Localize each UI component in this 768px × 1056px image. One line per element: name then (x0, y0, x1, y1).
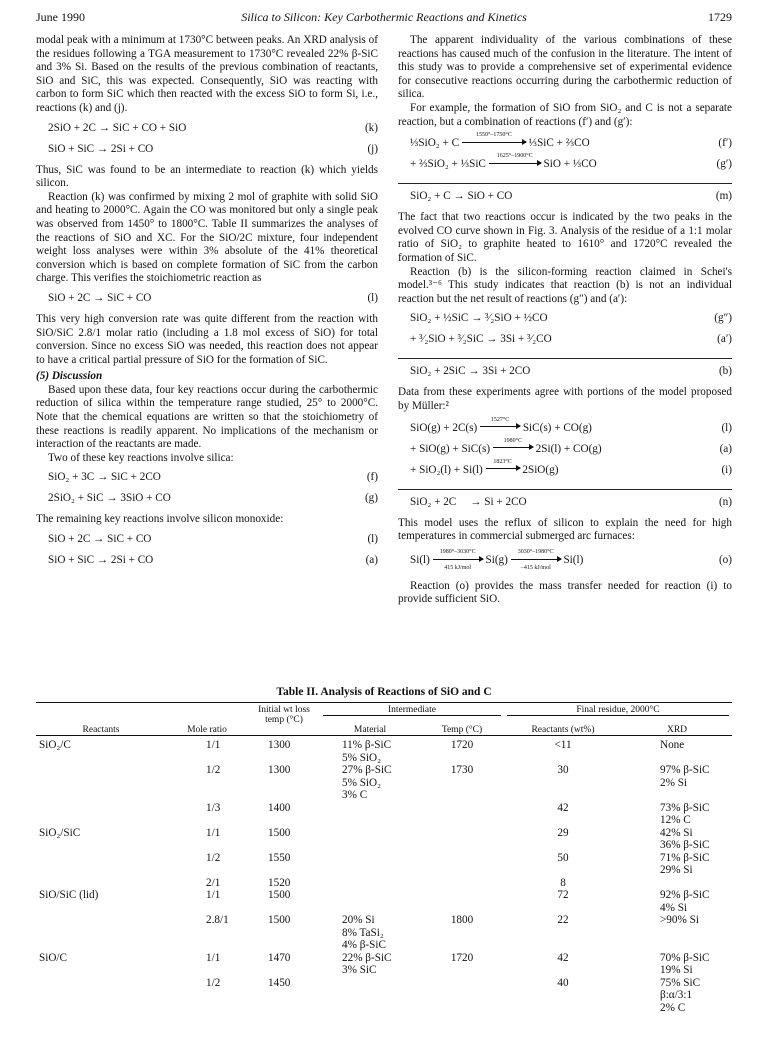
table-header-row (36, 703, 732, 726)
initial-temp-cell: 1450 (268, 976, 291, 989)
header-final (504, 703, 732, 726)
xrd-cell: 75% SiC β:α/3:1 2% C (660, 976, 701, 1014)
sum-divider (398, 358, 732, 359)
arrow-sublabel: −415 kJ/mol (520, 564, 551, 571)
equation-tag: (a′) (717, 333, 732, 346)
section-heading: (5) Discussion (36, 370, 103, 383)
mole-ratio-cell: 1/2 (206, 851, 221, 864)
equation-lhs: SiO(g) + 2C(s) (410, 421, 478, 434)
equation-tag: (j) (367, 142, 378, 155)
equation-term: Si(g) (485, 553, 508, 566)
equation-tag: (g) (364, 492, 378, 505)
header-temp: Temp (°C) (420, 725, 504, 736)
equation-tag: (l) (367, 291, 378, 304)
equation-term: Si(l) (563, 553, 584, 566)
xrd-cell: 97% β-SiC 2% Si (660, 764, 710, 789)
table-row (36, 952, 732, 977)
table-row (36, 914, 732, 952)
equation-a-prime (398, 333, 732, 348)
equation-rhs: SiO + ⅓CO (543, 158, 597, 171)
equation-f-prime (398, 132, 732, 152)
material-cell: 27% β-SiC 5% SiO₂ 3% C (342, 764, 392, 801)
table-row (36, 827, 732, 852)
equation-a-muller (398, 437, 732, 458)
reaction-arrow (511, 548, 561, 571)
xrd-cell: >90% Si (660, 914, 699, 926)
equation-term: Si(l) (410, 553, 430, 566)
material-cell (320, 852, 420, 877)
paragraph: Data from these experiments agree with portions of the model proposed by Müller:² (398, 386, 732, 412)
equation-text (410, 548, 584, 571)
arrow-sublabel: 415 kJ/mol (444, 564, 472, 571)
reactants-cell (36, 914, 166, 952)
paragraph: Two of these key reactions involve silica: (48, 451, 234, 464)
material-cell (320, 802, 420, 827)
header-intermediate (320, 703, 504, 726)
xrd-cell: None (660, 739, 685, 751)
table-row (36, 877, 732, 890)
paragraph: Reaction (k) was confirmed by mixing 2 mol of graphite with solid SiO and heating to 2000°C. Again the CO was monitored but only a single peak was observed from 1450° to 1800°C. Table II summarizes the analyses of the reactions of SiO and XC. For the SiO/2C mixture, four independent weight loss analyses were within 3% absolute of the 41% theoretical conversion which is based on complete formation of SiC from the carbon charge. This verifies the stoichiometric reaction as (36, 190, 378, 285)
header-title: Silica to Silicon: Key Carbothermic Reactions and Kinetics (241, 10, 527, 24)
equation-text: SiO₂ + 2SiC → 3Si + 2CO (410, 365, 531, 378)
table-title: Table II. Analysis of Reactions of SiO and C (276, 686, 492, 698)
page-number: 1729 (708, 10, 732, 24)
temp-cell (420, 852, 504, 877)
xrd-cell: 71% β-SiC 29% Si (660, 851, 710, 876)
temp-cell: 1720 (450, 739, 474, 751)
reaction-arrow (489, 153, 541, 172)
reactants-wt-cell: 30 (557, 764, 569, 776)
reactants-cell (36, 852, 166, 877)
reactants-cell: SiO/C (39, 951, 67, 964)
header-initial-text: Initial wt loss temp (°C) (258, 705, 310, 725)
equation-tag: (a) (719, 442, 732, 455)
equation-l-muller (398, 416, 732, 437)
equation-o (398, 548, 732, 574)
paragraph: The remaining key reactions involve silicon monoxide: (36, 513, 284, 526)
xrd-cell: 73% β-SiC 12% C (660, 801, 710, 826)
xrd-cell (622, 877, 732, 890)
reactants-wt-cell: 42 (557, 801, 569, 814)
reaction-arrow (433, 548, 483, 571)
header-mole-ratio: Mole ratio (166, 725, 248, 736)
mole-ratio-cell: 1/1 (206, 739, 221, 751)
reaction-arrow (493, 437, 533, 457)
equation-j (36, 143, 378, 158)
paragraph: modal peak with a minimum at 1730°C between peaks. An XRD analysis of the residues following a TGA measurement to 1730°C revealed 22% β-SiC and 3% Si. Based on the results of the previous combination of reactants, SiO and SiC, this was expected. Consequently, SiO was reacting with carbon to form SiC which then reacted with the excess SiO to form Si, i.e., reactions (k) and (j). (36, 34, 378, 114)
arrow-label: 1550°–1750°C (475, 132, 512, 139)
header-material: Material (320, 725, 420, 736)
reactants-wt-cell: 72 (557, 889, 569, 901)
equation-rhs: 2Si(l) + CO(g) (535, 442, 602, 455)
header-date: June 1990 (36, 10, 85, 24)
equation-text: SiO + SiC → 2Si + CO (48, 554, 154, 567)
equation-text (410, 437, 602, 457)
reactants-wt-cell: 22 (557, 914, 569, 926)
table-row (36, 736, 732, 765)
arrow-label: 1823°C (493, 458, 512, 465)
initial-temp-cell: 1470 (268, 951, 291, 964)
equation-text: SiO₂ + ½SiC → ³⁄₂SiO + ½CO (410, 312, 548, 325)
initial-temp-cell: 1300 (268, 739, 291, 751)
left-column (36, 34, 378, 575)
reactants-cell: SiO/SiC (lid) (39, 889, 99, 901)
equation-b (398, 365, 732, 380)
mole-ratio-cell: 1/1 (206, 951, 221, 964)
equation-tag: (b) (718, 365, 732, 378)
equation-tag: (g′) (716, 158, 732, 171)
reactants-wt-cell: 8 (560, 876, 566, 889)
initial-temp-cell: 1520 (268, 876, 291, 889)
equation-rhs: 2SiO(g) (522, 463, 559, 476)
initial-temp-cell: 1500 (268, 914, 291, 926)
equation-text: SiO₂ + 3C → SiC + 2CO (48, 471, 161, 484)
paragraph: Thus, SiC was found to be an intermediate to reaction (k) which yields silicon. (36, 163, 378, 190)
equation-text: SiO₂ + C → SiO + CO (410, 190, 513, 203)
equation-a (36, 554, 378, 569)
material-cell: 20% Si 8% TaSi₂ 4% β-SiC (342, 914, 386, 951)
material-cell (320, 827, 420, 852)
equation-g-prime (398, 153, 732, 173)
equation-tag: (k) (364, 121, 378, 134)
equation-i-muller (398, 458, 732, 479)
reaction-arrow (486, 458, 520, 478)
equation-tag: (a) (365, 554, 378, 567)
equation-lhs: + SiO(g) + SiC(s) (410, 442, 491, 455)
arrow-label: 3030°–1980°C (517, 548, 554, 555)
mole-ratio-cell: 1/3 (206, 801, 221, 814)
equation-tag: (l) (367, 533, 378, 546)
material-cell (320, 889, 420, 914)
equation-tag: (i) (721, 463, 732, 476)
equation-l (36, 292, 378, 307)
right-column (398, 34, 732, 607)
equation-text (410, 132, 590, 151)
temp-cell (420, 889, 504, 914)
reactants-cell (36, 877, 166, 890)
sum-divider (398, 183, 732, 184)
equation-g (36, 492, 378, 507)
paragraph: Based upon these data, four key reactions occur during the carbothermic reduction of silica within the temperature range studied, 25° to 2000°C. Note that the chemical equations are written so that the stoichiometry of these reactions is readily apparent. No implications of the mechanism or interaction of the reactants are made. (36, 383, 378, 451)
xrd-cell: 92% β-SiC 4% Si (660, 889, 710, 914)
equation-text (410, 416, 592, 436)
equation-rhs: SiC(s) + CO(g) (522, 421, 592, 434)
material-cell (320, 877, 420, 890)
header-cell (166, 703, 248, 726)
temp-cell: 1800 (450, 914, 474, 926)
paragraph: Reaction (o) provides the mass transfer needed for reaction (i) to provide sufficient SiO. (398, 579, 732, 606)
table-row (36, 889, 732, 914)
reactants-wt-cell: <11 (554, 739, 572, 751)
initial-temp-cell: 1400 (268, 801, 291, 814)
reactants-cell (36, 977, 166, 1015)
reaction-arrow (462, 132, 526, 151)
equation-tag: (m) (715, 190, 732, 203)
arrow-label: 1625°–1900°C (496, 153, 533, 160)
equation-tag: (f′) (718, 137, 732, 150)
equation-tag: (n) (718, 495, 732, 508)
table-row (36, 852, 732, 877)
material-cell (320, 977, 420, 1015)
mole-ratio-cell: 1/1 (206, 826, 221, 839)
equation-text: 2SiO + 2C → SiC + CO + SiO (48, 121, 187, 134)
equation-tag: (g″) (714, 312, 732, 325)
equation-text: SiO₂ + 2C → Si + 2CO (410, 495, 527, 508)
mole-ratio-cell: 1/1 (206, 889, 221, 901)
temp-cell (420, 827, 504, 852)
data-table (36, 702, 732, 1014)
reactants-cell: SiO₂/SiC (39, 826, 81, 839)
reactants-wt-cell: 50 (557, 851, 569, 864)
equation-l2 (36, 533, 378, 548)
header-reactants-wt: Reactants (wt%) (504, 725, 622, 736)
reactants-cell (36, 802, 166, 827)
paragraph: Reaction (b) is the silicon-forming reaction claimed in Schei's model.³⁻⁶ This study indicates that reaction (b) is not an individual reaction but the net result of reactions (g″) and (a′): (398, 265, 732, 305)
paragraph: For example, the formation of SiO from SiO₂ and C is not a separate reaction, but a combination of reactions (f′) and (g′): (398, 101, 732, 128)
mole-ratio-cell: 1/2 (206, 764, 221, 776)
table-row (36, 802, 732, 827)
table-row (36, 764, 732, 802)
material-cell: 22% β-SiC 3% SiC (342, 951, 392, 976)
reactants-cell: SiO₂/C (39, 739, 71, 751)
equation-n (398, 496, 732, 511)
arrow-label: 1980°C (503, 437, 523, 444)
initial-temp-cell: 1550 (268, 851, 291, 864)
reactants-wt-cell: 40 (557, 976, 569, 989)
equation-rhs: ⅓SiC + ⅔CO (528, 137, 590, 150)
header-intermediate-text: Intermediate (323, 705, 501, 716)
equation-text: SiO + 2C → SiC + CO (48, 533, 152, 546)
initial-temp-cell: 1500 (268, 889, 291, 901)
reactants-wt-cell: 29 (557, 826, 569, 839)
xrd-cell: 42% Si 36% β-SiC (660, 826, 710, 851)
equation-text: + ³⁄₂SiO + ³⁄₂SiC → 3Si + ³⁄₂CO (410, 333, 552, 346)
header-cell (36, 703, 166, 726)
header-initial (248, 703, 320, 726)
material-cell: 11% β-SiC 5% SiO₂ (342, 739, 392, 764)
temp-cell: 1730 (450, 764, 474, 776)
arrow-label: 1980°–3030°C (439, 548, 476, 555)
table-row (36, 977, 732, 1015)
paragraph: The apparent individuality of the various combinations of these reactions has caused much of the confusion in the literature. The intent of this study was to provide a comprehensive set of experimental evidence for consecutive reactions occurring during the carbothermic reduction of silica. (398, 34, 732, 101)
temp-cell: 1720 (450, 951, 474, 964)
equation-tag: (l) (721, 421, 732, 434)
equation-k (36, 122, 378, 137)
temp-cell (420, 802, 504, 827)
header-xrd: XRD (622, 725, 732, 736)
mole-ratio-cell: 1/2 (206, 976, 221, 989)
xrd-cell: 70% β-SiC 19% Si (660, 951, 710, 976)
arrow-label: 1527°C (490, 416, 510, 423)
reactants-wt-cell: 42 (557, 951, 569, 964)
paragraph: This very high conversion rate was quite different from the reaction with SiO/SiC 2.8/1 molar ratio (including a 1.8 mol excess of SiO) for total conversion. Since no excess SiO was needed, this reaction does not appear to have a critical partial pressure of SiO for the formation of SiC. (36, 312, 378, 366)
equation-lhs: + ⅔SiO₂ + ⅓SiC (410, 158, 486, 171)
initial-temp-cell: 1300 (268, 764, 291, 776)
equation-text: SiO + 2C → SiC + CO (48, 291, 152, 304)
header-final-text: Final residue, 2000°C (507, 705, 729, 716)
equation-tag: (o) (718, 553, 732, 566)
equation-text (410, 153, 597, 172)
paragraph: This model uses the reflux of silicon to explain the need for high temperatures in commercial submerged arc furnaces: (398, 516, 732, 543)
sum-divider (398, 489, 732, 490)
table-subheader-row (36, 725, 732, 736)
header-reactants: Reactants (36, 725, 166, 736)
equation-f (36, 471, 378, 486)
mole-ratio-cell: 2.8/1 (206, 914, 229, 926)
temp-cell (420, 877, 504, 890)
equation-lhs: ⅓SiO₂ + C (410, 137, 460, 150)
equation-g-double-prime (398, 312, 732, 327)
reaction-arrow (480, 416, 520, 436)
mole-ratio-cell: 2/1 (206, 876, 221, 889)
equation-text (410, 458, 559, 478)
equation-text: SiO + SiC → 2Si + CO (48, 142, 154, 155)
running-header (36, 10, 732, 26)
equation-tag: (f) (366, 471, 378, 484)
temp-cell (420, 977, 504, 1015)
equation-text: 2SiO₂ + SiC → 3SiO + CO (48, 492, 171, 505)
paragraph: The fact that two reactions occur is indicated by the two peaks in the evolved CO curve shown in Fig. 3. Analysis of the residue of a 1:1 molar ratio of SiO₂ to graphite heated to 1610° and 1720°C revealed the formation of SiC. (398, 211, 732, 264)
reactants-cell (36, 764, 166, 802)
header-cell (248, 725, 320, 736)
equation-m (398, 190, 732, 205)
equation-lhs: + SiO₂(l) + Si(l) (410, 463, 483, 476)
initial-temp-cell: 1500 (268, 826, 291, 839)
